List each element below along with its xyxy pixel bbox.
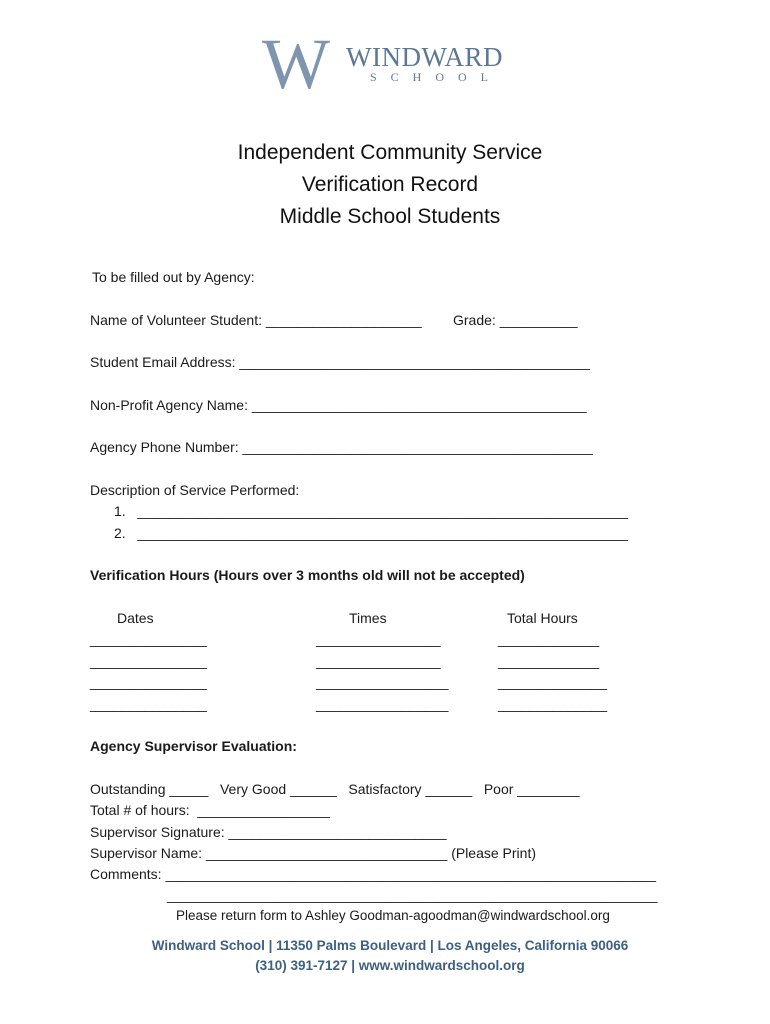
- footer-contact: (310) 391-7127 | www.windwardschool.org: [255, 958, 525, 973]
- total-hours-row[interactable]: _____________: [498, 653, 600, 669]
- logo-mark: W: [262, 24, 328, 104]
- title-line-2: Verification Record: [301, 173, 479, 196]
- evaluation-ratings[interactable]: Outstanding _____ Very Good ______ Satisfactory ______ Poor ________: [90, 781, 580, 797]
- agency-phone-field[interactable]: Agency Phone Number: _____________________________________________: [90, 439, 593, 455]
- description-label: Description of Service Performed:: [90, 482, 300, 498]
- times-row[interactable]: ________________: [316, 653, 441, 669]
- dates-row[interactable]: _______________: [90, 674, 207, 690]
- description-line-2[interactable]: 2. _______________________________________________________________: [114, 525, 628, 541]
- footer-address: Windward School | 11350 Palms Boulevard | Los Angeles, California 90066: [151, 938, 629, 953]
- comments-line-2[interactable]: _______________________________________________________________: [167, 887, 658, 903]
- hours-heading: Verification Hours (Hours over 3 months old will not be accepted): [90, 567, 525, 583]
- return-note: Please return form to Ashley Goodman-agoodman@windwardschool.org: [176, 908, 610, 923]
- total-hours-row[interactable]: ______________: [498, 696, 608, 712]
- volunteer-name-field[interactable]: Name of Volunteer Student: ____________________: [90, 312, 422, 328]
- times-row[interactable]: _________________: [316, 674, 449, 690]
- times-row[interactable]: ________________: [316, 631, 441, 647]
- col-times-header: Times: [349, 610, 387, 626]
- times-row[interactable]: _________________: [316, 696, 449, 712]
- agency-name-field[interactable]: Non-Profit Agency Name: ___________________________________________: [90, 397, 587, 413]
- student-email-field[interactable]: Student Email Address: _____________________________________________: [90, 354, 590, 370]
- comments-field[interactable]: Comments: _______________________________________________________________: [90, 866, 656, 882]
- supervisor-signature-field[interactable]: Supervisor Signature: ____________________________: [90, 824, 447, 840]
- description-line-1[interactable]: 1. _______________________________________________________________: [114, 503, 628, 519]
- logo-name: WINDWARD: [346, 42, 503, 72]
- title-line-3: Middle School Students: [279, 205, 501, 228]
- title-line-1: Independent Community Service: [237, 141, 543, 164]
- logo-sub: SCHOOL: [370, 70, 503, 84]
- dates-row[interactable]: _______________: [90, 653, 207, 669]
- col-total-header: Total Hours: [507, 610, 578, 626]
- col-dates-header: Dates: [117, 610, 154, 626]
- evaluation-heading: Agency Supervisor Evaluation:: [90, 738, 297, 754]
- grade-field[interactable]: Grade: __________: [453, 312, 578, 328]
- agency-intro: To be filled out by Agency:: [92, 269, 255, 285]
- windward-school-logo: [262, 24, 512, 104]
- total-hours-row[interactable]: _____________: [498, 631, 600, 647]
- dates-row[interactable]: _______________: [90, 696, 207, 712]
- total-hours-field[interactable]: Total # of hours: _________________: [90, 802, 330, 818]
- supervisor-name-field[interactable]: Supervisor Name: _______________________________ (Please Print): [90, 845, 536, 861]
- total-hours-row[interactable]: ______________: [498, 674, 608, 690]
- dates-row[interactable]: _______________: [90, 631, 207, 647]
